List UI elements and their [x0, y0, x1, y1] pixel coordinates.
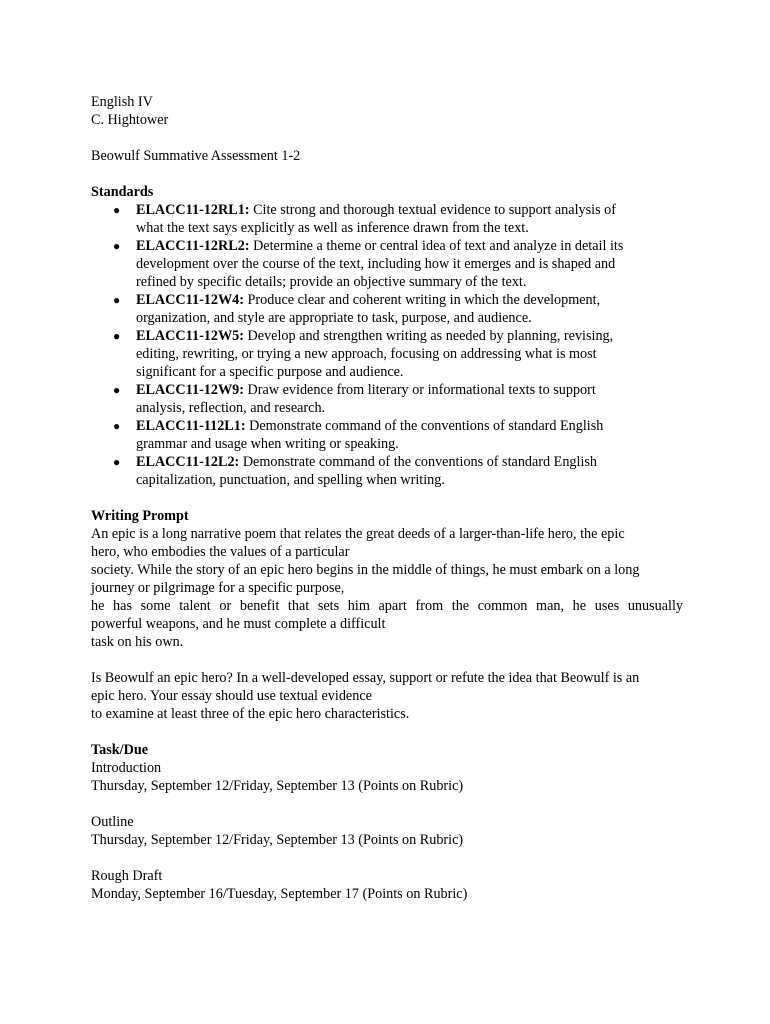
standard-item	[113, 381, 683, 417]
standard-text: Draw evidence from literary or informational texts to support	[244, 382, 596, 398]
standard-text: Develop and strengthen writing as needed by planning, revising,	[244, 328, 614, 344]
standard-item	[113, 327, 683, 381]
task-due: Thursday, September 12/Friday, September 13 (Points on Rubric)	[91, 778, 464, 794]
standard-text-cont: what the text says explicitly as well as inference drawn from the text.	[136, 220, 529, 236]
standard-code: ELACC11-12L2:	[136, 454, 240, 470]
task-heading: Task/Due	[91, 742, 149, 758]
question-line: epic hero. Your essay should use textual evidence	[91, 688, 372, 704]
standard-text: Demonstrate command of the conventions of standard English	[245, 418, 604, 434]
standard-text: Determine a theme or central idea of text and analyze in detail its	[249, 238, 624, 254]
standard-item	[113, 417, 683, 453]
prompt-line: task on his own.	[91, 634, 184, 650]
standard-text: Demonstrate command of the conventions of standard English	[239, 454, 598, 470]
bullet-icon: ●	[113, 383, 121, 397]
task-name: Rough Draft	[91, 868, 163, 884]
standard-item	[113, 453, 683, 489]
standard-text-cont: analysis, reflection, and research.	[136, 400, 326, 416]
prompt-line: An epic is a long narrative poem that relates the great deeds of a larger-than-life hero, the epic	[91, 526, 625, 542]
prompt-line: he has some talent or benefit that sets him apart from the common man, he uses unusually	[91, 598, 683, 614]
bullet-icon: ●	[113, 419, 121, 433]
standard-text-cont: capitalization, punctuation, and spelling when writing.	[136, 472, 445, 488]
standard-code: ELACC11-12RL2:	[136, 238, 250, 254]
standard-text-cont: editing, rewriting, or trying a new approach, focusing on addressing what is most	[136, 346, 597, 362]
standard-code: ELACC11-112L1:	[136, 418, 246, 434]
standard-text: Produce clear and coherent writing in which the development,	[244, 292, 601, 308]
assignment-title: Beowulf Summative Assessment 1-2	[91, 148, 301, 164]
teacher-name: C. Hightower	[91, 112, 169, 128]
task-name: Introduction	[91, 760, 162, 776]
standard-text-cont: significant for a specific purpose and audience.	[136, 364, 404, 380]
standard-code: ELACC11-12W4:	[136, 292, 244, 308]
prompt-line: powerful weapons, and he must complete a difficult	[91, 616, 386, 632]
document-page	[91, 93, 683, 903]
bullet-icon: ●	[113, 329, 121, 343]
standards-list	[91, 201, 683, 489]
standard-text-cont: development over the course of the text, including how it emerges and is shaped and	[136, 256, 616, 272]
standard-text-cont: refined by specific details; provide an objective summary of the text.	[136, 274, 527, 290]
standard-item	[113, 237, 683, 291]
question-line: Is Beowulf an epic hero? In a well-developed essay, support or refute the idea that Beowulf is an	[91, 670, 640, 686]
prompt-line: hero, who embodies the values of a particular	[91, 544, 350, 560]
bullet-icon: ●	[113, 239, 121, 253]
standards-heading: Standards	[91, 184, 154, 200]
standard-code: ELACC11-12RL1:	[136, 202, 250, 218]
question-line: to examine at least three of the epic hero characteristics.	[91, 706, 410, 722]
task-name: Outline	[91, 814, 134, 830]
prompt-heading: Writing Prompt	[91, 508, 189, 524]
standard-text-cont: grammar and usage when writing or speaking.	[136, 436, 399, 452]
standard-text-cont: organization, and style are appropriate to task, purpose, and audience.	[136, 310, 532, 326]
standard-item	[113, 201, 683, 237]
standard-code: ELACC11-12W5:	[136, 328, 244, 344]
bullet-icon: ●	[113, 203, 121, 217]
prompt-line: journey or pilgrimage for a specific purpose,	[91, 580, 345, 596]
standard-text: Cite strong and thorough textual evidence to support analysis of	[249, 202, 616, 218]
prompt-line: society. While the story of an epic hero begins in the middle of things, he must embark on a long	[91, 562, 640, 578]
standard-code: ELACC11-12W9:	[136, 382, 244, 398]
bullet-icon: ●	[113, 293, 121, 307]
bullet-icon: ●	[113, 455, 121, 469]
task-due: Thursday, September 12/Friday, September 13 (Points on Rubric)	[91, 832, 464, 848]
standard-item	[113, 291, 683, 327]
course-name: English IV	[91, 94, 153, 110]
task-due: Monday, September 16/Tuesday, September 17 (Points on Rubric)	[91, 886, 468, 902]
